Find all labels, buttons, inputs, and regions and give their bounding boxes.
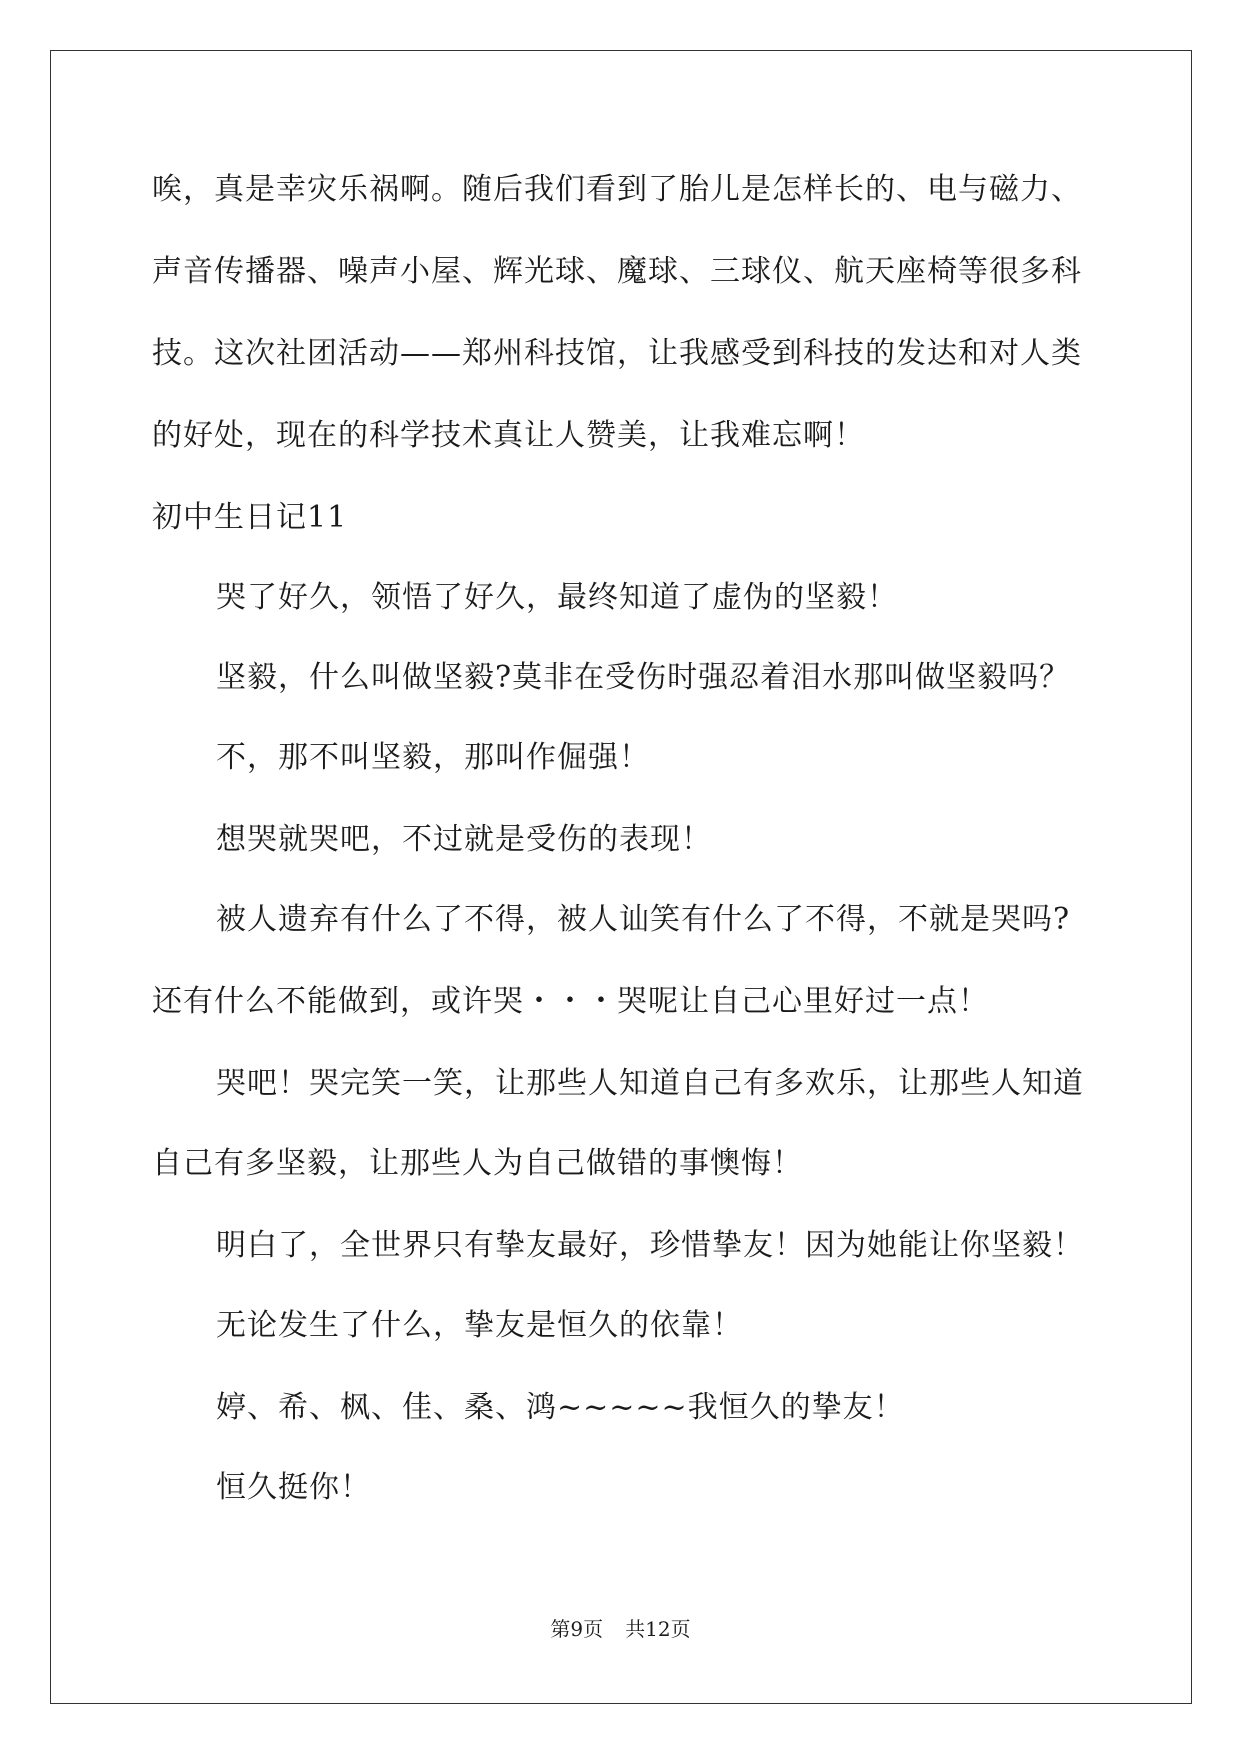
body-line: 哭了好久，领悟了好久，最终知道了虚伪的坚毅！ xyxy=(216,580,898,615)
body-line: 想哭就哭吧，不过就是受伤的表现！ xyxy=(216,822,712,857)
page-border xyxy=(50,50,1192,1704)
page-number: 第9页 xyxy=(550,1617,604,1641)
body-line: 自己有多坚毅，让那些人为自己做错的事懊悔！ xyxy=(152,1146,803,1181)
body-line: 的好处，现在的科学技术真让人赞美，让我难忘啊！ xyxy=(152,418,865,453)
body-line: 无论发生了什么，挚友是恒久的依靠！ xyxy=(216,1308,743,1343)
body-line: 不，那不叫坚毅，那叫作倔强！ xyxy=(216,740,650,775)
body-line: 明白了，全世界只有挚友最好，珍惜挚友！因为她能让你坚毅！ xyxy=(216,1228,1084,1263)
body-line: 恒久挺你！ xyxy=(216,1470,371,1505)
section-heading: 初中生日记11 xyxy=(152,500,348,535)
page-footer xyxy=(0,1616,1241,1642)
body-line: 技。这次社团活动——郑州科技馆，让我感受到科技的发达和对人类 xyxy=(152,336,1082,371)
page-total: 共12页 xyxy=(625,1617,691,1641)
body-line: 被人遗弃有什么了不得，被人讪笑有什么了不得，不就是哭吗? xyxy=(216,902,1071,937)
body-line: 坚毅，什么叫做坚毅?莫非在受伤时强忍着泪水那叫做坚毅吗？ xyxy=(216,660,1071,695)
body-line: 哭吧！哭完笑一笑，让那些人知道自己有多欢乐，让那些人知道 xyxy=(216,1066,1084,1101)
body-line: 还有什么不能做到，或许哭・・・哭呢让自己心里好过一点！ xyxy=(152,984,989,1019)
body-line: 婷、希、枫、佳、桑、鸿~~~~~我恒久的挚友！ xyxy=(216,1390,905,1425)
body-line: 唉，真是幸灾乐祸啊。随后我们看到了胎儿是怎样长的、电与磁力、 xyxy=(152,172,1082,207)
body-line: 声音传播器、噪声小屋、辉光球、魔球、三球仪、航天座椅等很多科 xyxy=(152,254,1082,289)
